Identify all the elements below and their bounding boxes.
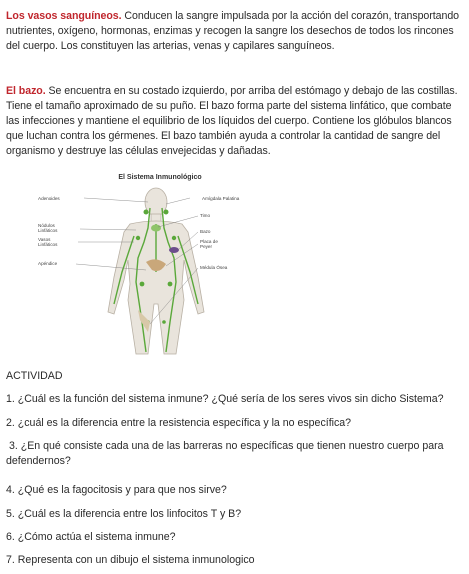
paragraph-text: Se encuentra en su costado izquierdo, por arriba del estómago y debajo de las costillas. Tiene el tamaño aproximado de su puño. El bazo forma parte del sistema linfático, que combate las infecciones y mantiene el equilibrio de los líquidos del cuerpo. Contiene los glóbulos blancos que luchan contra los gérmenes. El bazo también ayuda a controlar la cantidad de sangre del organismo y destruye las células envejecidas y dañadas. [6,85,458,158]
immune-system-figure [38,172,278,357]
paragraph-vasos-sanguineos [6,9,462,54]
label-apendice: Apéndice [38,261,58,266]
question-6: 6. ¿Cómo actúa el sistema inmune? [6,531,176,543]
paragraph-bazo [6,84,462,159]
label-placa-2: Peyer [200,244,213,249]
label-amigdala: Amígdala Palatina [202,196,240,201]
label-nodulos-2: Linfáticos [38,228,58,233]
question-4: 4. ¿Qué es la fagocitosis y para que nos sirve? [6,484,227,496]
paragraph-title: Los vasos sanguíneos. [6,10,122,22]
thymus-shape [151,225,161,232]
label-timo: Timo [200,213,211,218]
label-nodulos-1: Nódulos [38,223,55,228]
question-5: 5. ¿Cuál es la diferencia entre los linfocitos T y B? [6,508,242,520]
figure-title: El Sistema Inmunológico [118,174,202,181]
label-adenoides: Adenoides [38,196,60,201]
paragraph-title: El bazo. [6,85,46,97]
label-vasos-1: Vasos [38,237,51,242]
question-7: 7. Representa con un dibujo el sistema inmunologico [6,554,255,566]
label-placa-1: Placa de [200,239,218,244]
question-3: 3. ¿En qué consiste cada una de las barreras no específicas que tienen nuestro cuerpo para defendernos? [6,440,447,468]
label-vasos-2: Linfáticos [38,242,58,247]
paragraph-text: Conducen la sangre impulsada por la acción del corazón, transportando nutrientes, oxígeno, hormonas, enzimas y recogen la sangre los desechos de todos los rincones del cuerpo. Los constituyen las arterias, venas y capilares sanguíneos. [6,10,460,53]
spleen-shape [169,247,179,253]
label-bazo: Bazo [200,229,211,234]
question-1: 1. ¿Cuál es la función del sistema inmune? ¿Qué sería de los seres vivos sin dicho Sistema? [6,393,444,405]
activity-heading: ACTIVIDAD [6,370,63,382]
label-medula: Médula Ósea [200,265,228,270]
question-2: 2. ¿cuál es la diferencia entre la resistencia específica y la no específica? [6,417,352,429]
